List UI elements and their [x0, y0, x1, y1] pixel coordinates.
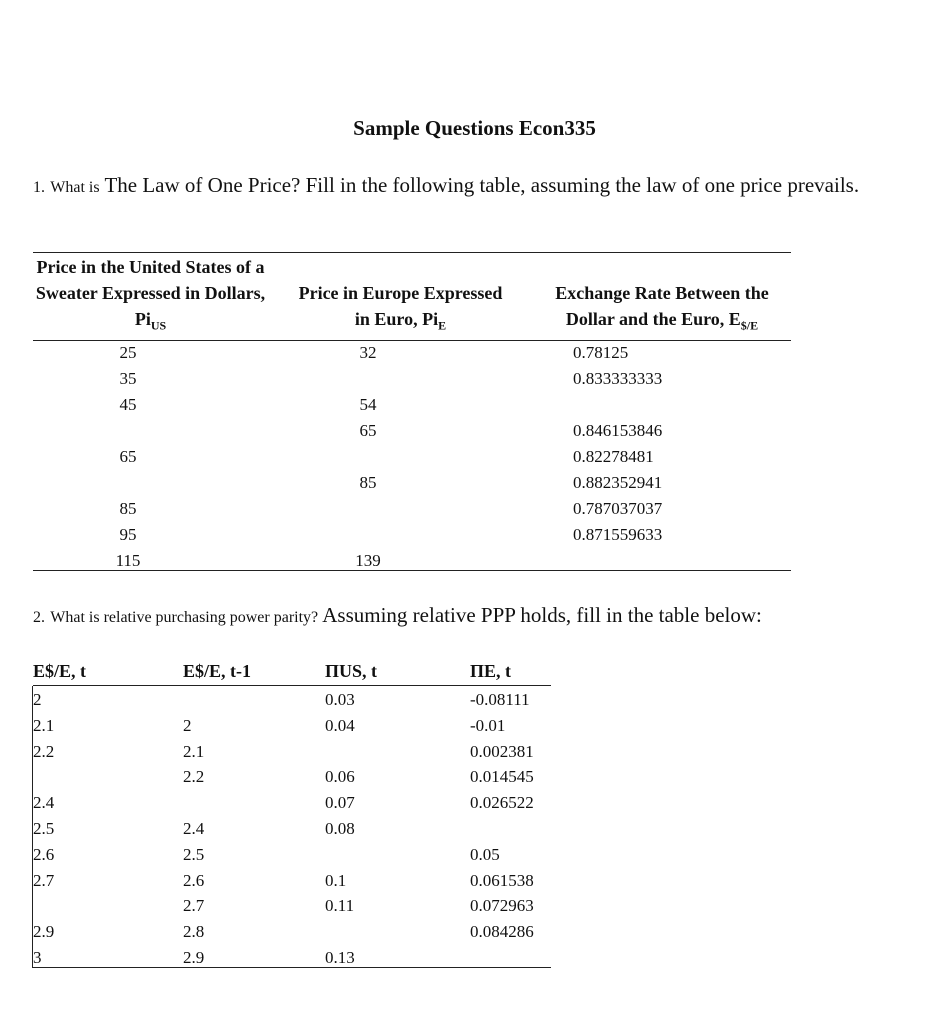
table-row: 95 0.871559633 [119, 525, 663, 544]
question-2-number: 2. [33, 609, 45, 626]
header-exchange-rate-t: E$/E, t [33, 661, 87, 681]
header-exchange-rate: Exchange Rate Between the Dollar and the Euro, $E_{\$/E}$ [555, 283, 769, 333]
question-1-prefix: What is [50, 179, 100, 196]
table-row: 2.4 0.07 0.026522 [33, 793, 534, 813]
table-row: 2.1 2 0.04 -0.01 [33, 715, 506, 735]
header-euro-inflation: ΠE, t [470, 661, 512, 681]
question-2 [33, 602, 923, 631]
table-row: 115 139 [115, 551, 381, 570]
header-europe-price: Price in Europe Expressed in Euro, $Pi_E$ [298, 283, 503, 333]
question-1 [33, 172, 913, 201]
question-2-prefix: What is relative purchasing power parity? [50, 609, 319, 626]
table-row: 65 0.82278481 [119, 447, 654, 466]
table-body [33, 688, 551, 972]
table-row: 2.7 2.6 0.1 0.061538 [33, 870, 534, 890]
question-2-text: Assuming relative PPP holds, fill in the table below: [322, 603, 762, 627]
table-header-rule [33, 685, 551, 686]
table-top-rule [33, 252, 791, 253]
table-row: 2.7 0.11 0.072963 [183, 896, 534, 916]
table-bottom-rule [33, 570, 791, 571]
table-row: 2.2 0.06 0.014545 [183, 767, 534, 787]
table-row: 2.5 2.4 0.08 [33, 818, 355, 838]
table-row: 2.6 2.5 0.05 [33, 844, 500, 864]
table-row: 2.2 2.1 0.002381 [33, 741, 534, 761]
question-1-number: 1. [33, 179, 45, 196]
table-bottom-rule [33, 967, 551, 968]
table-body [33, 341, 791, 575]
table-row: 65 0.846153846 [359, 421, 663, 440]
table-row: 35 0.833333333 [119, 369, 663, 388]
table-row: 2 0.03 -0.08111 [33, 690, 530, 709]
header-us-price: Price in the United States of a Sweater Expressed in Dollars, $Pi_{US}$ [35, 257, 266, 333]
table-row: 3 2.9 0.13 [33, 947, 355, 967]
table-row: 45 54 [119, 395, 377, 414]
table-row: 85 0.787037037 [119, 499, 663, 518]
header-us-inflation: ΠUS, t [325, 661, 378, 681]
document-title: Sample Questions Econ335 [353, 116, 596, 140]
question-1-text: The Law of One Price? Fill in the following table, assuming the law of one price prevails. [104, 173, 860, 197]
header-exchange-rate-t-minus-1: E$/E, t-1 [183, 661, 252, 681]
table-row: 2.9 2.8 0.084286 [33, 922, 534, 942]
table-row: 85 0.882352941 [359, 473, 663, 492]
table-row: 25 32 0.78125 [119, 343, 629, 362]
